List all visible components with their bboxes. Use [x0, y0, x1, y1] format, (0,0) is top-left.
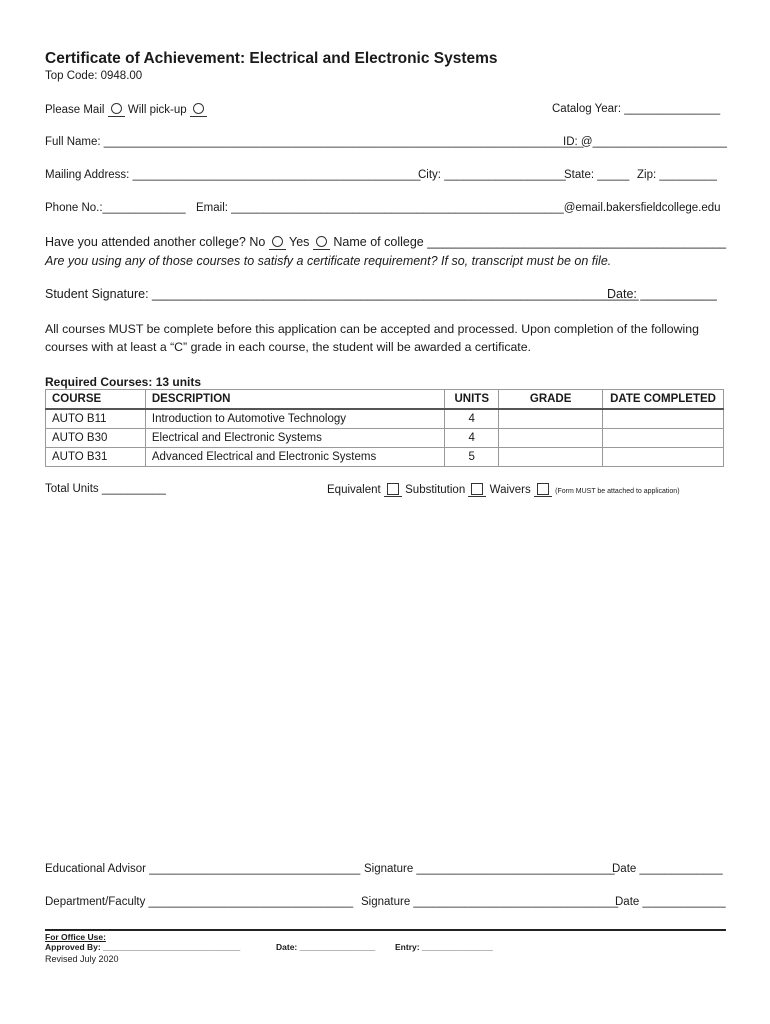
column-header-units: UNITS [445, 390, 499, 410]
course-date-cell[interactable] [603, 409, 724, 429]
advisor-field[interactable]: Educational Advisor _________________________________ [45, 863, 361, 875]
mailing-address-field[interactable]: Mailing Address: _____________________________________________ [45, 169, 421, 181]
course-description: Electrical and Electronic Systems [145, 429, 444, 448]
course-units: 4 [445, 429, 499, 448]
substitution-label: Substitution [405, 484, 466, 496]
city-field[interactable]: City: ___________________ [418, 169, 566, 181]
email-field[interactable]: Email: ____________________________________________________@email.bakersfieldcollege.edu [196, 202, 721, 214]
other-college-yes-radio[interactable] [316, 236, 327, 247]
waiver-note: (Form MUST be attached to application) [555, 488, 680, 495]
course-code: AUTO B11 [46, 409, 146, 429]
department-signature-field[interactable]: Signature ________________________________ [361, 896, 619, 908]
course-description: Advanced Electrical and Electronic Systems [145, 448, 444, 467]
credit-options [327, 483, 680, 496]
transcript-note: Are you using any of those courses to satisfy a certificate requirement? If so, transcript must be on file. [45, 254, 612, 268]
state-field[interactable]: State: _____ [564, 169, 630, 181]
course-units: 4 [445, 409, 499, 429]
notice-line-1: All courses MUST be complete before this application can be accepted and processed. Upon completion of the following [45, 322, 699, 336]
course-grade-cell[interactable] [499, 448, 603, 467]
other-college-no-radio[interactable] [272, 236, 283, 247]
student-signature-date-field[interactable]: Date: ___________ [607, 287, 717, 301]
required-courses-heading: Required Courses: 13 units [45, 375, 202, 389]
advisor-date-field[interactable]: Date _____________ [612, 863, 723, 875]
course-grade-cell[interactable] [499, 429, 603, 448]
page-title: Certificate of Achievement: Electrical and Electronic Systems [45, 50, 498, 67]
course-code: AUTO B30 [46, 429, 146, 448]
course-units: 5 [445, 448, 499, 467]
course-description: Introduction to Automotive Technology [145, 409, 444, 429]
department-field[interactable]: Department/Faculty ________________________________ [45, 896, 354, 908]
equivalent-label: Equivalent [327, 484, 381, 496]
id-field[interactable]: ID: @_____________________ [563, 136, 727, 148]
table-header-row [46, 390, 724, 410]
table-row [46, 448, 724, 467]
course-date-cell[interactable] [603, 448, 724, 467]
other-college-row [45, 235, 726, 249]
office-use-heading: For Office Use: [45, 932, 106, 942]
notice-line-2: courses with at least a “C” grade in each course, the student will be awarded a certificate. [45, 340, 531, 354]
column-header-course: COURSE [46, 390, 146, 410]
revised-date: Revised July 2020 [45, 954, 119, 964]
top-code: Top Code: 0948.00 [45, 70, 143, 82]
total-units-field[interactable]: Total Units __________ [45, 483, 166, 495]
office-entry-field[interactable]: Entry: _______________ [395, 942, 493, 952]
substitution-checkbox[interactable] [471, 483, 483, 495]
courses-table [45, 389, 724, 467]
equivalent-checkbox[interactable] [387, 483, 399, 495]
column-header-date-completed: DATE COMPLETED [603, 390, 724, 410]
please-mail-label: Please Mail [45, 104, 105, 116]
zip-field[interactable]: Zip: _________ [637, 169, 717, 181]
will-pickup-label: Will pick-up [127, 104, 187, 116]
other-college-yes-label: Yes [289, 235, 310, 249]
student-signature-field[interactable]: Student Signature: ______________________________________________________________________ [45, 287, 639, 301]
column-header-grade: GRADE [499, 390, 603, 410]
college-name-field[interactable]: Name of college ___________________________________________ [333, 235, 727, 249]
waivers-checkbox[interactable] [537, 483, 549, 495]
advisor-signature-field[interactable]: Signature _______________________________ [364, 863, 615, 875]
approved-by-field[interactable]: Approved By: _____________________________ [45, 942, 241, 952]
phone-field[interactable]: Phone No.:_____________ [45, 202, 186, 214]
please-mail-radio[interactable] [111, 103, 122, 114]
delivery-options [45, 103, 207, 116]
full-name-field[interactable]: Full Name: ___________________________________________________________________________ [45, 136, 584, 148]
divider [45, 929, 726, 931]
waivers-label: Waivers [489, 484, 531, 496]
course-date-cell[interactable] [603, 429, 724, 448]
column-header-description: DESCRIPTION [145, 390, 444, 410]
other-college-question: Have you attended another college? No [45, 235, 266, 249]
course-grade-cell[interactable] [499, 409, 603, 429]
table-row [46, 409, 724, 429]
office-date-field[interactable]: Date: ________________ [276, 942, 376, 952]
will-pickup-radio[interactable] [193, 103, 204, 114]
catalog-year-field[interactable]: Catalog Year: _______________ [552, 103, 721, 115]
department-date-field[interactable]: Date _____________ [615, 896, 726, 908]
table-row [46, 429, 724, 448]
course-code: AUTO B31 [46, 448, 146, 467]
